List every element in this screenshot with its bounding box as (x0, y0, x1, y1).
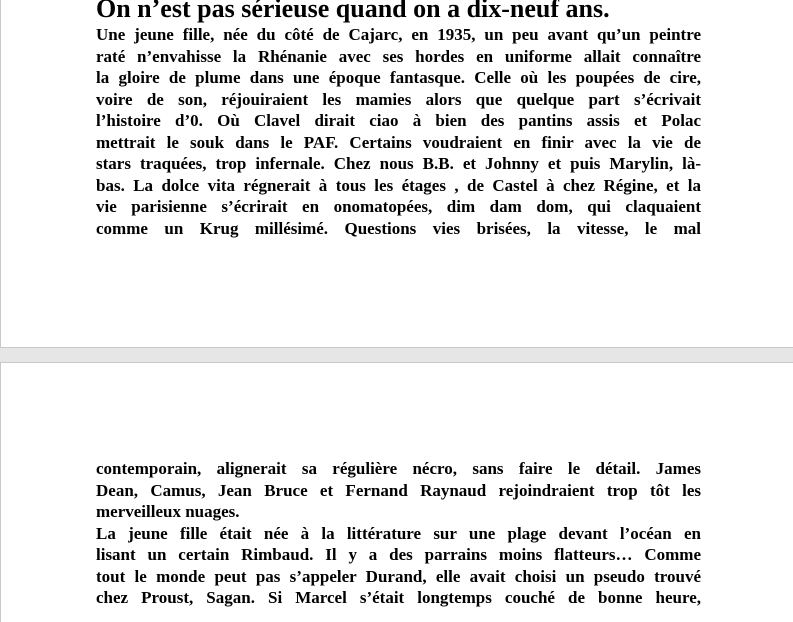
text-line: bas. La dolce vita régnerait à tous les étages , de Castel à chez Régine, et la (96, 175, 701, 195)
page-1-text-column (96, 0, 701, 239)
text-line: mettrait le souk dans le PAF. Certains voudraient en finir avec la vie de (96, 132, 701, 152)
text-line: l’histoire d’0. Où Clavel dirait ciao à bien des pantins assis et Polac (96, 111, 701, 130)
document-page-2 (0, 362, 793, 622)
page-2-text-column (96, 458, 701, 609)
text-line: voire de son, réjouiraient les mamies alors que quelque part s’écrivait (96, 89, 701, 109)
text-line: contemporain, alignerait sa régulière nécro, sans faire le détail. James (96, 459, 701, 478)
text-line: merveilleux nuages. (96, 502, 240, 521)
text-line: chez Proust, Sagan. Si Marcel s’était longtemps couché de bonne heure, (96, 588, 701, 607)
paragraph-continued (96, 458, 701, 523)
text-line: Dean, Camus, Jean Bruce et Fernand Raynaud rejoindraient trop tôt les (96, 480, 701, 500)
text-line: comme un Krug millésimé. Questions vies brisées, la vitesse, le mal (96, 218, 701, 238)
paragraph-intro (96, 24, 701, 239)
document-title: On n’est pas sérieuse quand on a dix-neuf ans. (96, 0, 610, 23)
text-line: tout le monde peut pas s’appeler Durand, elle avait choisi un pseudo trouvé (96, 566, 701, 586)
text-line: lisant un certain Rimbaud. Il y a des parrains moins flatteurs… Comme (96, 545, 701, 564)
text-line: raté n’envahisse la Rhénanie avec ses hordes en uniforme allait connaître (96, 46, 701, 66)
text-line: la gloire de plume dans une époque fantasque. Celle où les poupées de cire, (96, 68, 701, 87)
text-line: Une jeune fille, née du côté de Cajarc, en 1935, un peu avant qu’un peintre (96, 25, 701, 44)
text-line: vie parisienne s’écrirait en onomatopées, dim dam dom, qui claquaient (96, 197, 701, 216)
text-line: La jeune fille était née à la littérature sur une plage devant l’océan en (96, 523, 701, 543)
text-line: stars traquées, trop infernale. Chez nous B.B. et Johnny et puis Marylin, là- (96, 154, 701, 173)
paragraph-rimbaud (96, 523, 701, 609)
